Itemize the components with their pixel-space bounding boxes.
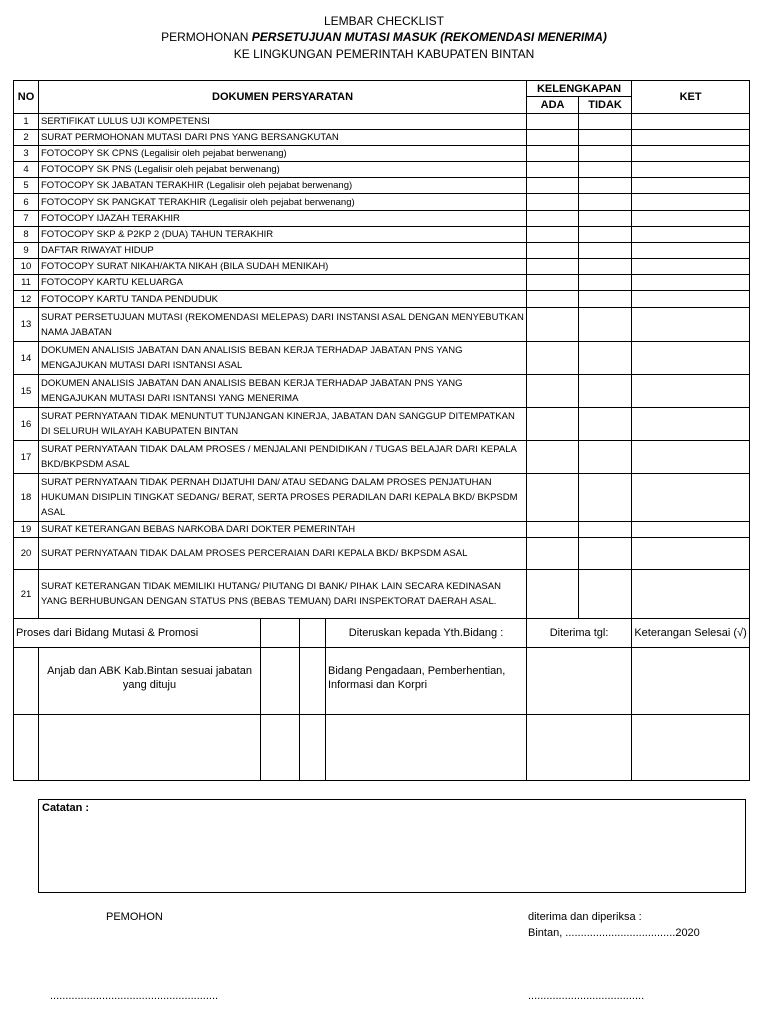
diterima-label: diterima dan diperiksa :: [528, 911, 642, 923]
row-number: 17: [14, 441, 39, 474]
empty-cell: [14, 715, 39, 781]
checklist-row: [14, 243, 750, 259]
row-tidak-cell[interactable]: [579, 308, 632, 342]
checklist-row: [14, 259, 750, 275]
row-tidak-cell[interactable]: [579, 259, 632, 275]
diterima-tgl-cell[interactable]: [527, 648, 632, 715]
row-tidak-cell[interactable]: [579, 243, 632, 259]
row-number: 12: [14, 291, 39, 308]
row-number: 21: [14, 570, 39, 619]
bintan-date: Bintan, ....................................2020: [528, 927, 700, 939]
row-ada-cell[interactable]: [527, 146, 579, 162]
row-tidak-cell[interactable]: [579, 441, 632, 474]
row-ada-cell[interactable]: [527, 570, 579, 619]
row-ket-cell[interactable]: [632, 211, 750, 227]
checklist-row: [14, 308, 750, 342]
checklist-row: [14, 194, 750, 211]
row-tidak-cell[interactable]: [579, 342, 632, 375]
bidang-text: Bidang Pengadaan, Pemberhentian, Informasi dan Korpri: [326, 648, 527, 715]
process-check-cell-2[interactable]: [300, 648, 326, 715]
row-tidak-cell[interactable]: [579, 538, 632, 570]
keterangan-cell[interactable]: [632, 648, 750, 715]
row-document: SURAT KETERANGAN BEBAS NARKOBA DARI DOKTER PEMERINTAH: [39, 522, 527, 538]
anjab-text: Anjab dan ABK Kab.Bintan sesuai jabatan yang dituju: [39, 648, 261, 715]
row-number: 5: [14, 178, 39, 194]
row-tidak-cell[interactable]: [579, 291, 632, 308]
checklist-table: [13, 80, 750, 781]
row-tidak-cell[interactable]: [579, 211, 632, 227]
row-ket-cell[interactable]: [632, 275, 750, 291]
row-ket-cell[interactable]: [632, 522, 750, 538]
row-number: 1: [14, 114, 39, 130]
checklist-row: [14, 570, 750, 619]
row-ket-cell[interactable]: [632, 227, 750, 243]
row-ada-cell[interactable]: [527, 227, 579, 243]
row-ket-cell[interactable]: [632, 259, 750, 275]
row-document: FOTOCOPY KARTU TANDA PENDUDUK: [39, 291, 527, 308]
row-ada-cell[interactable]: [527, 178, 579, 194]
row-ada-cell[interactable]: [527, 522, 579, 538]
pemohon-label: PEMOHON: [106, 911, 163, 923]
row-tidak-cell[interactable]: [579, 570, 632, 619]
proses-check-cell[interactable]: [261, 619, 300, 648]
row-ada-cell[interactable]: [527, 538, 579, 570]
checklist-row: [14, 408, 750, 441]
row-ket-cell[interactable]: [632, 194, 750, 211]
row-ada-cell[interactable]: [527, 130, 579, 146]
diteruskan-label: Diteruskan kepada Yth.Bidang :: [326, 619, 527, 648]
row-number: 4: [14, 162, 39, 178]
empty-cell[interactable]: [261, 715, 300, 781]
checklist-row: [14, 114, 750, 130]
row-tidak-cell[interactable]: [579, 275, 632, 291]
doc-subtitle: [0, 29, 768, 45]
row-tidak-cell[interactable]: [579, 194, 632, 211]
row-number: 20: [14, 538, 39, 570]
checklist-row: [14, 178, 750, 194]
row-document: SURAT PERNYATAAN TIDAK MENUNTUT TUNJANGAN KINERJA, JABATAN DAN SANGGUP DITEMPATKAN DI SELURUH WILAYAH KABUPATEN BINTAN: [39, 408, 527, 441]
row-tidak-cell[interactable]: [579, 474, 632, 522]
checklist-row: [14, 538, 750, 570]
row-tidak-cell[interactable]: [579, 227, 632, 243]
doc-title: LEMBAR CHECKLIST: [323, 14, 445, 28]
row-document: SURAT PERNYATAAN TIDAK DALAM PROSES PERCERAIAN DARI KEPALA BKD/ BKPSDM ASAL: [39, 538, 527, 570]
row-document: DOKUMEN ANALISIS JABATAN DAN ANALISIS BEBAN KERJA TERHADAP JABATAN PNS YANG MENGAJUKAN MUTASI DARI ISNTANSI ASAL: [39, 342, 527, 375]
subtitle-prefix: PERMOHONAN: [161, 30, 252, 44]
row-document: FOTOCOPY KARTU KELUARGA: [39, 275, 527, 291]
row-document: FOTOCOPY SK PANGKAT TERAKHIR (Legalisir oleh pejabat berwenang): [39, 194, 527, 211]
empty-cell[interactable]: [527, 715, 632, 781]
row-number: 7: [14, 211, 39, 227]
row-ada-cell[interactable]: [527, 291, 579, 308]
row-number: 3: [14, 146, 39, 162]
process-header-row: [14, 619, 750, 648]
keterangan-selesai-label: Keterangan Selesai (√): [632, 619, 750, 648]
row-ket-cell[interactable]: [632, 146, 750, 162]
row-ket-cell[interactable]: [632, 243, 750, 259]
empty-cell[interactable]: [39, 715, 261, 781]
checklist-row: [14, 162, 750, 178]
checklist-row: [14, 522, 750, 538]
checklist-row: [14, 474, 750, 522]
row-document: SURAT PERNYATAAN TIDAK DALAM PROSES / MENJALANI PENDIDIKAN / TUGAS BELAJAR DARI KEPALA BKD/BKPSDM ASAL: [39, 441, 527, 474]
header-ada: ADA: [527, 97, 579, 114]
proses-label: Proses dari Bidang Mutasi & Promosi: [14, 619, 261, 648]
row-tidak-cell[interactable]: [579, 162, 632, 178]
row-document: FOTOCOPY SK PNS (Legalisir oleh pejabat berwenang): [39, 162, 527, 178]
process-row: [14, 648, 750, 715]
row-ada-cell[interactable]: [527, 474, 579, 522]
row-document: FOTOCOPY IJAZAH TERAKHIR: [39, 211, 527, 227]
empty-cell[interactable]: [632, 715, 750, 781]
row-number: 15: [14, 375, 39, 408]
proses-check-cell-2[interactable]: [300, 619, 326, 648]
subtitle-emphasis: PERSETUJUAN MUTASI MASUK (REKOMENDASI MENERIMA): [251, 30, 607, 44]
checklist-row: [14, 146, 750, 162]
row-number: 14: [14, 342, 39, 375]
row-tidak-cell[interactable]: [579, 178, 632, 194]
row-number: 6: [14, 194, 39, 211]
checklist-row: [14, 275, 750, 291]
catatan-label: Catatan :: [42, 802, 90, 814]
row-number: 9: [14, 243, 39, 259]
row-document: FOTOCOPY SK JABATAN TERAKHIR (Legalisir oleh pejabat berwenang): [39, 178, 527, 194]
row-tidak-cell[interactable]: [579, 522, 632, 538]
pemohon-signature-line: .......................................................: [50, 990, 219, 1002]
row-document: FOTOCOPY SKP & P2KP 2 (DUA) TAHUN TERAKHIR: [39, 227, 527, 243]
row-ket-cell[interactable]: [632, 408, 750, 441]
row-ket-cell[interactable]: [632, 441, 750, 474]
row-ada-cell[interactable]: [527, 243, 579, 259]
header-no: NO: [14, 81, 39, 114]
checklist-row: [14, 291, 750, 308]
empty-cell[interactable]: [300, 715, 326, 781]
row-ada-cell[interactable]: [527, 275, 579, 291]
checklist-row: [14, 211, 750, 227]
empty-cell[interactable]: [326, 715, 527, 781]
row-number: 13: [14, 308, 39, 342]
process-row-empty: [14, 715, 750, 781]
diterima-tgl-label: Diterima tgl:: [527, 619, 632, 648]
row-document: SURAT KETERANGAN TIDAK MEMILIKI HUTANG/ PIUTANG DI BANK/ PIHAK LAIN SECARA KEDINASAN YANG BERHUBUNGAN DENGAN STATUS PNS (BEBAS TEMUAN) DARI INSPEKTORAT DAERAH ASAL.: [39, 570, 527, 619]
row-ada-cell[interactable]: [527, 441, 579, 474]
row-document: FOTOCOPY SK CPNS (Legalisir oleh pejabat berwenang): [39, 146, 527, 162]
row-document: SURAT PERSETUJUAN MUTASI (REKOMENDASI MELEPAS) DARI INSTANSI ASAL DENGAN MENYEBUTKAN NAMA JABATAN: [39, 308, 527, 342]
row-number: 10: [14, 259, 39, 275]
row-tidak-cell[interactable]: [579, 114, 632, 130]
row-number: 19: [14, 522, 39, 538]
row-document: SERTIFIKAT LULUS UJI KOMPETENSI: [39, 114, 527, 130]
penerima-signature-line: ......................................: [528, 990, 645, 1002]
row-document: SURAT PERMOHONAN MUTASI DARI PNS YANG BERSANGKUTAN: [39, 130, 527, 146]
row-tidak-cell[interactable]: [579, 408, 632, 441]
row-ada-cell[interactable]: [527, 342, 579, 375]
row-number: 11: [14, 275, 39, 291]
row-document: DAFTAR RIWAYAT HIDUP: [39, 243, 527, 259]
checklist-row: [14, 130, 750, 146]
row-ket-cell[interactable]: [632, 308, 750, 342]
row-number: 8: [14, 227, 39, 243]
header-dokumen: DOKUMEN PERSYARATAN: [39, 81, 527, 114]
header-ket: KET: [632, 81, 750, 114]
row-number: 16: [14, 408, 39, 441]
row-ket-cell[interactable]: [632, 342, 750, 375]
row-ket-cell[interactable]: [632, 375, 750, 408]
header-kelengkapan: KELENGKAPAN: [527, 81, 632, 97]
doc-subtitle-2: KE LINGKUNGAN PEMERINTAH KABUPATEN BINTAN: [233, 47, 535, 61]
row-ket-cell[interactable]: [632, 538, 750, 570]
row-ada-cell[interactable]: [527, 375, 579, 408]
row-document: DOKUMEN ANALISIS JABATAN DAN ANALISIS BEBAN KERJA TERHADAP JABATAN PNS YANG MENGAJUKAN MUTASI DARI ISNTANSI YANG MENERIMA: [39, 375, 527, 408]
checklist-row: [14, 227, 750, 243]
row-ada-cell[interactable]: [527, 194, 579, 211]
row-ket-cell[interactable]: [632, 570, 750, 619]
catatan-box[interactable]: [38, 799, 746, 893]
row-ada-cell[interactable]: [527, 408, 579, 441]
row-document: FOTOCOPY SURAT NIKAH/AKTA NIKAH (BILA SUDAH MENIKAH): [39, 259, 527, 275]
row-ada-cell[interactable]: [527, 114, 579, 130]
row-ada-cell[interactable]: [527, 211, 579, 227]
row-ket-cell[interactable]: [632, 162, 750, 178]
checklist-row: [14, 441, 750, 474]
row-ada-cell[interactable]: [527, 259, 579, 275]
row-ket-cell[interactable]: [632, 130, 750, 146]
checklist-row: [14, 342, 750, 375]
row-ket-cell[interactable]: [632, 114, 750, 130]
row-number: 2: [14, 130, 39, 146]
row-tidak-cell[interactable]: [579, 146, 632, 162]
process-spacer-cell: [14, 648, 39, 715]
row-number: 18: [14, 474, 39, 522]
row-tidak-cell[interactable]: [579, 130, 632, 146]
row-document: SURAT PERNYATAAN TIDAK PERNAH DIJATUHI DAN/ ATAU SEDANG DALAM PROSES PENJATUHAN HUKUMAN DISIPLIN TINGKAT SEDANG/ BERAT, SERTA PROSES PERADILAN DARI KEPALA BKD/ BKPSDM ASAL: [39, 474, 527, 522]
row-ada-cell[interactable]: [527, 162, 579, 178]
checklist-row: [14, 375, 750, 408]
row-ket-cell[interactable]: [632, 178, 750, 194]
header-tidak: TIDAK: [579, 97, 632, 114]
row-ket-cell[interactable]: [632, 474, 750, 522]
row-ket-cell[interactable]: [632, 291, 750, 308]
process-check-cell[interactable]: [261, 648, 300, 715]
row-ada-cell[interactable]: [527, 308, 579, 342]
row-tidak-cell[interactable]: [579, 375, 632, 408]
